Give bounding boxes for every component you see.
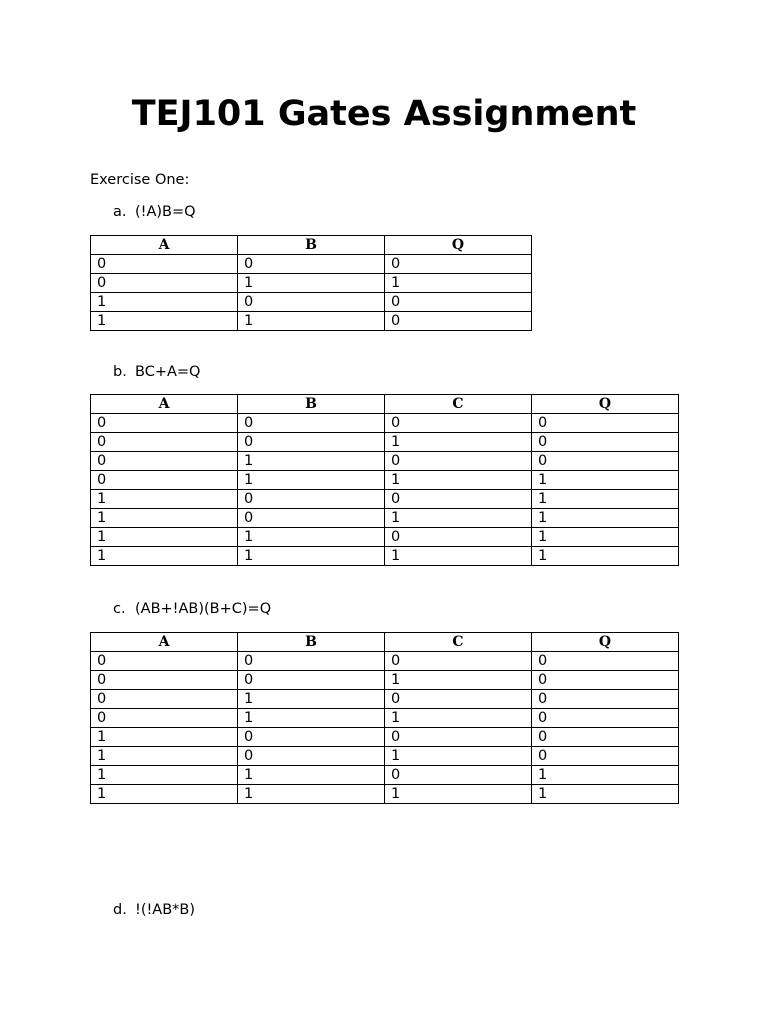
table-cell: 0: [532, 728, 679, 747]
column-header: A: [91, 395, 238, 414]
table-cell: 0: [238, 728, 385, 747]
table-cell: 1: [238, 709, 385, 728]
table-row: [91, 747, 679, 766]
table-cell: 0: [91, 652, 238, 671]
table-cell: 1: [91, 747, 238, 766]
table-cell: 1: [238, 452, 385, 471]
table-row: [91, 690, 679, 709]
table-cell: 0: [238, 433, 385, 452]
table-cell: 1: [238, 528, 385, 547]
table-row: [91, 785, 679, 804]
table-cell: 0: [385, 293, 532, 312]
table-cell: 1: [91, 528, 238, 547]
table-cell: 0: [532, 709, 679, 728]
table-cell: 0: [385, 690, 532, 709]
table-header-row: [91, 236, 532, 255]
table-cell: 1: [91, 547, 238, 566]
column-header: Q: [385, 236, 532, 255]
item-letter: c.: [113, 601, 126, 617]
column-header: B: [238, 633, 385, 652]
table-cell: 0: [385, 490, 532, 509]
table-cell: 0: [238, 255, 385, 274]
truth-table-a: [90, 235, 532, 331]
table-cell: 0: [91, 690, 238, 709]
table-cell: 1: [238, 547, 385, 566]
table-cell: 0: [91, 452, 238, 471]
item-expression: (!A)B=Q: [135, 204, 196, 220]
table-cell: 1: [238, 274, 385, 293]
column-header: A: [91, 633, 238, 652]
table-cell: 1: [385, 747, 532, 766]
item-expression: !(!AB*B): [135, 902, 196, 918]
table-cell: 0: [385, 652, 532, 671]
table-cell: 1: [91, 293, 238, 312]
table-cell: 1: [91, 312, 238, 331]
table-cell: 1: [385, 274, 532, 293]
table-row: [91, 433, 679, 452]
item-letter: b.: [113, 364, 127, 380]
table-cell: 0: [238, 490, 385, 509]
truth-table-b: [90, 394, 679, 566]
table-cell: 0: [385, 414, 532, 433]
table-cell: 0: [91, 471, 238, 490]
table-row: [91, 452, 679, 471]
table-cell: 1: [532, 766, 679, 785]
table-row: [91, 652, 679, 671]
table-cell: 0: [238, 509, 385, 528]
table-cell: 0: [238, 747, 385, 766]
item-expression: BC+A=Q: [135, 364, 201, 380]
table-cell: 0: [385, 766, 532, 785]
table-cell: 0: [385, 528, 532, 547]
table-cell: 0: [532, 433, 679, 452]
table-cell: 0: [532, 452, 679, 471]
table-cell: 1: [385, 509, 532, 528]
exercise-item-c-label: [113, 600, 271, 618]
table-cell: 0: [532, 414, 679, 433]
table-row: [91, 274, 532, 293]
table-cell: 1: [91, 766, 238, 785]
table-cell: 1: [238, 471, 385, 490]
column-header: C: [385, 633, 532, 652]
table-cell: 0: [238, 652, 385, 671]
table-cell: 1: [532, 490, 679, 509]
table-cell: 1: [385, 671, 532, 690]
column-header: Q: [532, 633, 679, 652]
truth-table-c: [90, 632, 679, 804]
table-header-row: [91, 395, 679, 414]
table-cell: 0: [91, 433, 238, 452]
table-cell: 1: [385, 547, 532, 566]
table-cell: 0: [385, 312, 532, 331]
table-cell: 1: [385, 471, 532, 490]
table-row: [91, 312, 532, 331]
table-cell: 1: [238, 785, 385, 804]
table-cell: 1: [385, 433, 532, 452]
column-header: B: [238, 236, 385, 255]
table-cell: 1: [91, 785, 238, 804]
table-row: [91, 471, 679, 490]
table-row: [91, 490, 679, 509]
table-row: [91, 728, 679, 747]
item-letter: a.: [113, 204, 127, 220]
table-cell: 1: [238, 766, 385, 785]
table-row: [91, 709, 679, 728]
table-row: [91, 293, 532, 312]
exercise-heading: Exercise One:: [90, 172, 190, 188]
table-cell: 1: [91, 490, 238, 509]
table-cell: 1: [532, 547, 679, 566]
column-header: C: [385, 395, 532, 414]
table-cell: 1: [238, 690, 385, 709]
column-header: B: [238, 395, 385, 414]
table-cell: 0: [532, 671, 679, 690]
table-cell: 1: [532, 528, 679, 547]
exercise-item-d-label: [113, 901, 195, 919]
table-cell: 0: [385, 452, 532, 471]
table-cell: 1: [385, 709, 532, 728]
column-header: Q: [532, 395, 679, 414]
table-cell: 0: [532, 690, 679, 709]
item-letter: d.: [113, 902, 127, 918]
exercise-item-a-label: [113, 203, 196, 221]
table-row: [91, 509, 679, 528]
table-row: [91, 547, 679, 566]
table-cell: 0: [238, 414, 385, 433]
item-expression: (AB+!AB)(B+C)=Q: [135, 601, 272, 617]
table-cell: 0: [91, 414, 238, 433]
table-cell: 0: [532, 747, 679, 766]
table-row: [91, 414, 679, 433]
table-cell: 1: [532, 509, 679, 528]
table-cell: 1: [385, 785, 532, 804]
table-cell: 0: [91, 274, 238, 293]
table-cell: 0: [238, 293, 385, 312]
table-cell: 1: [532, 471, 679, 490]
table-row: [91, 671, 679, 690]
exercise-item-b-label: [113, 363, 200, 381]
table-cell: 0: [532, 652, 679, 671]
table-row: [91, 528, 679, 547]
table-cell: 0: [238, 671, 385, 690]
table-cell: 1: [91, 728, 238, 747]
table-cell: 1: [238, 312, 385, 331]
document-title: TEJ101 Gates Assignment: [131, 94, 637, 134]
table-header-row: [91, 633, 679, 652]
table-cell: 0: [385, 728, 532, 747]
table-cell: 1: [532, 785, 679, 804]
table-cell: 0: [91, 671, 238, 690]
table-cell: 0: [91, 709, 238, 728]
table-cell: 0: [91, 255, 238, 274]
table-row: [91, 766, 679, 785]
table-row: [91, 255, 532, 274]
column-header: A: [91, 236, 238, 255]
table-cell: 0: [385, 255, 532, 274]
table-cell: 1: [91, 509, 238, 528]
